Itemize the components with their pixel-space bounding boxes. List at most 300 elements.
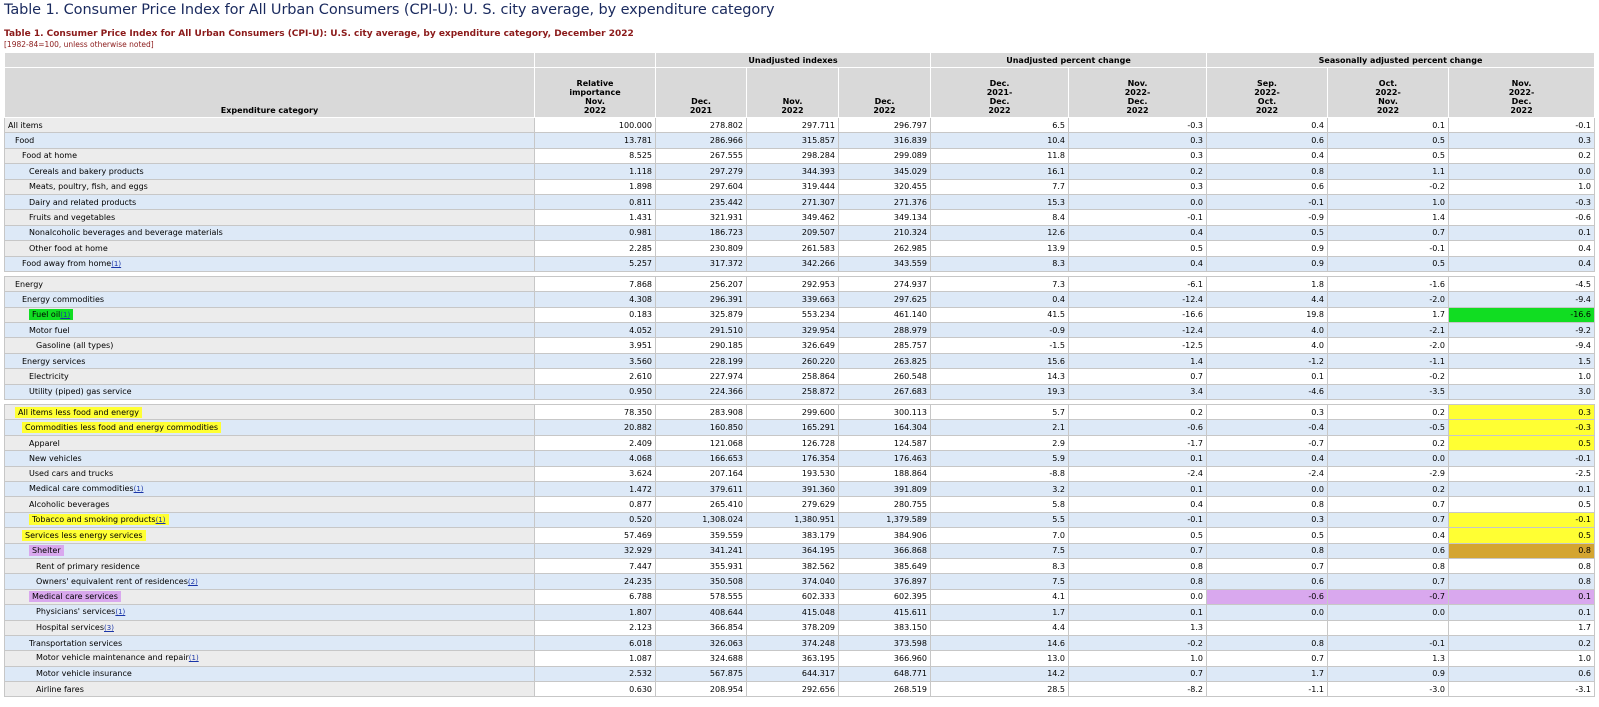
value-cell: 0.5 bbox=[1449, 435, 1595, 450]
value-cell: -1.1 bbox=[1328, 353, 1449, 368]
category-cell bbox=[5, 574, 535, 589]
value-cell: 297.604 bbox=[656, 179, 747, 194]
category-name: Owners' equivalent rent of residences bbox=[36, 576, 188, 586]
value-cell: 15.3 bbox=[931, 194, 1069, 209]
header-sa-sep-oct-line: Sep. bbox=[1257, 79, 1277, 88]
value-cell: 0.8 bbox=[1207, 497, 1328, 512]
value-cell: 0.4 bbox=[931, 292, 1069, 307]
value-cell: 271.307 bbox=[747, 194, 839, 209]
value-cell: 265.410 bbox=[656, 497, 747, 512]
table-row bbox=[5, 118, 1595, 133]
value-cell: 176.354 bbox=[747, 451, 839, 466]
value-cell: 341.241 bbox=[656, 543, 747, 558]
value-cell: 1.5 bbox=[1449, 353, 1595, 368]
value-cell: 11.8 bbox=[931, 148, 1069, 163]
value-cell: 4.0 bbox=[1207, 323, 1328, 338]
value-cell: -0.1 bbox=[1069, 512, 1207, 527]
value-cell: 7.5 bbox=[931, 574, 1069, 589]
value-cell: 20.882 bbox=[535, 420, 656, 435]
value-cell: 0.8 bbox=[1207, 635, 1328, 650]
footnote-link[interactable]: (1) bbox=[155, 515, 166, 524]
value-cell: 320.455 bbox=[839, 179, 931, 194]
value-cell: -0.7 bbox=[1328, 589, 1449, 604]
value-cell: 3.4 bbox=[1069, 384, 1207, 399]
value-cell: 0.7 bbox=[1207, 651, 1328, 666]
value-cell: -6.1 bbox=[1069, 276, 1207, 291]
category-cell bbox=[5, 512, 535, 527]
value-cell: 1.7 bbox=[1449, 620, 1595, 635]
table-row bbox=[5, 528, 1595, 543]
category-name: Services less energy services bbox=[22, 530, 146, 541]
category-cell bbox=[5, 210, 535, 225]
value-cell: 291.510 bbox=[656, 323, 747, 338]
value-cell: 0.4 bbox=[1328, 528, 1449, 543]
value-cell: 2.123 bbox=[535, 620, 656, 635]
category-name: All items less food and energy bbox=[15, 407, 142, 418]
header-sa-nov-dec-line: Nov. bbox=[1511, 79, 1532, 88]
value-cell: -12.5 bbox=[1069, 338, 1207, 353]
value-cell: 4.4 bbox=[931, 620, 1069, 635]
table-row bbox=[5, 589, 1595, 604]
value-cell: -1.7 bbox=[1069, 435, 1207, 450]
header-sa-sep-oct-line: Oct. bbox=[1257, 97, 1277, 106]
value-cell: 0.2 bbox=[1328, 405, 1449, 420]
header-sa-nov-dec-line: 2022 bbox=[1510, 106, 1533, 115]
table-caption: Table 1. Consumer Price Index for All Urban Consumers (CPI-U): U.S. city average, by expenditure category, December 2022 bbox=[4, 29, 634, 39]
value-cell: 0.3 bbox=[1449, 405, 1595, 420]
value-cell: 268.519 bbox=[839, 682, 931, 697]
value-cell: 19.8 bbox=[1207, 307, 1328, 322]
value-cell: 0.5 bbox=[1207, 528, 1328, 543]
value-cell: 160.850 bbox=[656, 420, 747, 435]
value-cell: 382.562 bbox=[747, 558, 839, 573]
value-cell: 4.4 bbox=[1207, 292, 1328, 307]
value-cell: 0.4 bbox=[1069, 497, 1207, 512]
value-cell: -0.9 bbox=[1207, 210, 1328, 225]
value-cell: 0.2 bbox=[1449, 148, 1595, 163]
header-pct-nov22-dec22 bbox=[1069, 68, 1207, 118]
category-name: Commodities less food and energy commodities bbox=[22, 422, 221, 433]
value-cell: 0.9 bbox=[1207, 256, 1328, 271]
value-cell: 378.209 bbox=[747, 620, 839, 635]
footnote-link[interactable]: (3) bbox=[104, 623, 114, 632]
value-cell: 124.587 bbox=[839, 435, 931, 450]
value-cell: 0.3 bbox=[1069, 148, 1207, 163]
value-cell: 279.629 bbox=[747, 497, 839, 512]
value-cell: 256.207 bbox=[656, 276, 747, 291]
value-cell: 2.285 bbox=[535, 241, 656, 256]
value-cell: 0.1 bbox=[1069, 451, 1207, 466]
value-cell: 227.974 bbox=[656, 369, 747, 384]
value-cell: 0.8 bbox=[1069, 574, 1207, 589]
category-cell bbox=[5, 225, 535, 240]
category-cell bbox=[5, 148, 535, 163]
value-cell: 19.3 bbox=[931, 384, 1069, 399]
header-pct-nov22-dec22-line: Dec. bbox=[1127, 97, 1148, 106]
table-row bbox=[5, 384, 1595, 399]
category-name: All items bbox=[8, 120, 43, 130]
value-cell: -0.5 bbox=[1328, 420, 1449, 435]
table-row bbox=[5, 466, 1595, 481]
category-name: Gasoline (all types) bbox=[36, 341, 114, 351]
table-row bbox=[5, 194, 1595, 209]
value-cell: 8.525 bbox=[535, 148, 656, 163]
value-cell: 8.4 bbox=[931, 210, 1069, 225]
value-cell: 41.5 bbox=[931, 307, 1069, 322]
value-cell: 261.583 bbox=[747, 241, 839, 256]
table-row bbox=[5, 276, 1595, 291]
value-cell: 0.950 bbox=[535, 384, 656, 399]
category-cell bbox=[5, 179, 535, 194]
value-cell: 186.723 bbox=[656, 225, 747, 240]
value-cell: 0.811 bbox=[535, 194, 656, 209]
value-cell: 260.220 bbox=[747, 353, 839, 368]
value-cell: 15.6 bbox=[931, 353, 1069, 368]
value-cell: 0.7 bbox=[1069, 543, 1207, 558]
category-cell bbox=[5, 466, 535, 481]
value-cell: 292.953 bbox=[747, 276, 839, 291]
value-cell: 228.199 bbox=[656, 353, 747, 368]
value-cell: 0.7 bbox=[1207, 558, 1328, 573]
header-index-dec-2022-line: Dec. bbox=[874, 97, 895, 106]
value-cell: -1.5 bbox=[931, 338, 1069, 353]
value-cell: 1.0 bbox=[1328, 194, 1449, 209]
value-cell: 0.0 bbox=[1069, 194, 1207, 209]
value-cell: -0.3 bbox=[1449, 420, 1595, 435]
value-cell: 0.2 bbox=[1328, 481, 1449, 496]
value-cell: 230.809 bbox=[656, 241, 747, 256]
header-pct-dec21-dec22-line: Dec. bbox=[989, 79, 1010, 88]
value-cell: 210.324 bbox=[839, 225, 931, 240]
value-cell: 578.555 bbox=[656, 589, 747, 604]
value-cell: 32.929 bbox=[535, 543, 656, 558]
value-cell: 1.807 bbox=[535, 605, 656, 620]
header-index-nov-2022-line: 2022 bbox=[781, 106, 804, 115]
category-cell bbox=[5, 292, 535, 307]
category-cell bbox=[5, 133, 535, 148]
value-cell: 0.5 bbox=[1207, 225, 1328, 240]
value-cell: 376.897 bbox=[839, 574, 931, 589]
category-cell bbox=[5, 420, 535, 435]
category-cell bbox=[5, 528, 535, 543]
value-cell: 339.663 bbox=[747, 292, 839, 307]
value-cell: 283.908 bbox=[656, 405, 747, 420]
value-cell: 12.6 bbox=[931, 225, 1069, 240]
table-row bbox=[5, 543, 1595, 558]
footnote-link[interactable]: (2) bbox=[187, 577, 198, 586]
footnote-link[interactable]: (1) bbox=[133, 485, 144, 494]
value-cell: 0.1 bbox=[1449, 605, 1595, 620]
value-cell: 278.802 bbox=[656, 118, 747, 133]
value-cell: -3.0 bbox=[1328, 682, 1449, 697]
header-relative-importance bbox=[535, 68, 656, 118]
category-name: Rent of primary residence bbox=[36, 561, 140, 571]
value-cell: 260.548 bbox=[839, 369, 931, 384]
table-row bbox=[5, 179, 1595, 194]
header-pct-nov22-dec22-line: 2022 bbox=[1126, 106, 1149, 115]
category-cell bbox=[5, 481, 535, 496]
category-name: Hospital services bbox=[36, 622, 105, 632]
category-cell bbox=[5, 666, 535, 681]
table-row bbox=[5, 512, 1595, 527]
value-cell: 280.755 bbox=[839, 497, 931, 512]
page-title: Table 1. Consumer Price Index for All Urban Consumers (CPI-U): U. S. city average, by expenditure category bbox=[4, 2, 775, 18]
value-cell: 0.520 bbox=[535, 512, 656, 527]
value-cell: 8.3 bbox=[931, 558, 1069, 573]
footnote-link[interactable]: (1) bbox=[115, 608, 126, 617]
value-cell: 317.372 bbox=[656, 256, 747, 271]
value-cell: 0.7 bbox=[1069, 666, 1207, 681]
value-cell: 415.048 bbox=[747, 605, 839, 620]
value-cell: 0.8 bbox=[1449, 543, 1595, 558]
category-cell bbox=[5, 323, 535, 338]
header-sa-oct-nov-line: Nov. bbox=[1378, 97, 1398, 106]
value-cell: 0.8 bbox=[1207, 543, 1328, 558]
value-cell: 0.6 bbox=[1207, 574, 1328, 589]
table-row bbox=[5, 682, 1595, 697]
value-cell: -0.3 bbox=[1069, 118, 1207, 133]
value-cell: 0.7 bbox=[1069, 369, 1207, 384]
category-name: Used cars and trucks bbox=[29, 469, 114, 479]
value-cell: 13.0 bbox=[931, 651, 1069, 666]
value-cell: -1.2 bbox=[1207, 353, 1328, 368]
value-cell: 391.809 bbox=[839, 481, 931, 496]
value-cell: 0.8 bbox=[1207, 164, 1328, 179]
value-cell: 1.0 bbox=[1449, 651, 1595, 666]
value-cell: 1.4 bbox=[1069, 353, 1207, 368]
value-cell: 0.183 bbox=[535, 307, 656, 322]
value-cell: 267.555 bbox=[656, 148, 747, 163]
category-name: Fruits and vegetables bbox=[29, 213, 116, 223]
table-row bbox=[5, 338, 1595, 353]
value-cell: 0.4 bbox=[1207, 148, 1328, 163]
value-cell: 271.376 bbox=[839, 194, 931, 209]
value-cell: 3.624 bbox=[535, 466, 656, 481]
table-row bbox=[5, 558, 1595, 573]
value-cell: 0.7 bbox=[1328, 574, 1449, 589]
value-cell: 0.6 bbox=[1207, 179, 1328, 194]
value-cell: 4.1 bbox=[931, 589, 1069, 604]
value-cell: 286.966 bbox=[656, 133, 747, 148]
table-row bbox=[5, 164, 1595, 179]
value-cell: 384.906 bbox=[839, 528, 931, 543]
header-sa-oct-nov bbox=[1328, 68, 1449, 118]
category-name: Physicians' services bbox=[36, 607, 116, 617]
value-cell: 1.4 bbox=[1328, 210, 1449, 225]
value-cell: 7.7 bbox=[931, 179, 1069, 194]
value-cell: 0.6 bbox=[1449, 666, 1595, 681]
value-cell: 14.2 bbox=[931, 666, 1069, 681]
value-cell: 78.350 bbox=[535, 405, 656, 420]
category-name: Energy services bbox=[22, 356, 86, 366]
value-cell: 602.395 bbox=[839, 589, 931, 604]
value-cell: 0.3 bbox=[1207, 512, 1328, 527]
value-cell: 4.0 bbox=[1207, 338, 1328, 353]
value-cell: 364.195 bbox=[747, 543, 839, 558]
footnote-link[interactable]: (1) bbox=[111, 259, 122, 268]
header-sa-nov-dec bbox=[1449, 68, 1595, 118]
value-cell: 296.391 bbox=[656, 292, 747, 307]
table-note: [1982-84=100, unless otherwise noted] bbox=[4, 40, 154, 49]
table-row bbox=[5, 323, 1595, 338]
value-cell: 14.3 bbox=[931, 369, 1069, 384]
value-cell: -0.4 bbox=[1207, 420, 1328, 435]
value-cell: 1,308.024 bbox=[656, 512, 747, 527]
value-cell: 6.018 bbox=[535, 635, 656, 650]
table-row bbox=[5, 651, 1595, 666]
value-cell: 0.877 bbox=[535, 497, 656, 512]
value-cell: 285.757 bbox=[839, 338, 931, 353]
table-row bbox=[5, 666, 1595, 681]
header-index-dec-2021-line: 2021 bbox=[689, 106, 713, 115]
value-cell: 1.3 bbox=[1069, 620, 1207, 635]
header-group-seasonally-adjusted: Seasonally adjusted percent change bbox=[1207, 53, 1595, 68]
value-cell: 319.444 bbox=[747, 179, 839, 194]
value-cell: 0.6 bbox=[1328, 543, 1449, 558]
table-row bbox=[5, 405, 1595, 420]
value-cell: 165.291 bbox=[747, 420, 839, 435]
header-relative-importance-line: Nov. bbox=[585, 97, 605, 106]
value-cell: 4.052 bbox=[535, 323, 656, 338]
value-cell: -2.4 bbox=[1069, 466, 1207, 481]
value-cell: 28.5 bbox=[931, 682, 1069, 697]
category-cell bbox=[5, 497, 535, 512]
value-cell: 57.469 bbox=[535, 528, 656, 543]
value-cell: 366.960 bbox=[839, 651, 931, 666]
value-cell: 207.164 bbox=[656, 466, 747, 481]
value-cell: -0.1 bbox=[1449, 451, 1595, 466]
value-cell: 0.0 bbox=[1449, 164, 1595, 179]
value-cell: 0.4 bbox=[1449, 241, 1595, 256]
value-cell: 374.040 bbox=[747, 574, 839, 589]
value-cell: 0.3 bbox=[1207, 405, 1328, 420]
header-relative-importance-line: Relative bbox=[576, 79, 614, 88]
value-cell: -2.5 bbox=[1449, 466, 1595, 481]
value-cell: 1.7 bbox=[931, 605, 1069, 620]
value-cell: 1.1 bbox=[1328, 164, 1449, 179]
value-cell: 3.951 bbox=[535, 338, 656, 353]
value-cell: 4.308 bbox=[535, 292, 656, 307]
value-cell: 299.089 bbox=[839, 148, 931, 163]
category-name: Medical care services bbox=[29, 591, 121, 602]
value-cell: 13.9 bbox=[931, 241, 1069, 256]
value-cell: 355.931 bbox=[656, 558, 747, 573]
value-cell: 1.8 bbox=[1207, 276, 1328, 291]
value-cell: 0.1 bbox=[1449, 225, 1595, 240]
value-cell: 16.1 bbox=[931, 164, 1069, 179]
value-cell: 1.898 bbox=[535, 179, 656, 194]
value-cell: 316.839 bbox=[839, 133, 931, 148]
category-name: Fuel oil bbox=[32, 309, 61, 319]
table-row bbox=[5, 435, 1595, 450]
value-cell: 324.688 bbox=[656, 651, 747, 666]
value-cell: 408.644 bbox=[656, 605, 747, 620]
value-cell: 0.630 bbox=[535, 682, 656, 697]
value-cell: 258.872 bbox=[747, 384, 839, 399]
header-index-dec-2022 bbox=[839, 68, 931, 118]
value-cell: -0.6 bbox=[1069, 420, 1207, 435]
value-cell: -4.5 bbox=[1449, 276, 1595, 291]
value-cell: -0.2 bbox=[1328, 369, 1449, 384]
value-cell: -0.1 bbox=[1069, 210, 1207, 225]
value-cell: -9.2 bbox=[1449, 323, 1595, 338]
value-cell: 267.683 bbox=[839, 384, 931, 399]
value-cell: 0.2 bbox=[1449, 635, 1595, 650]
value-cell: 374.248 bbox=[747, 635, 839, 650]
value-cell: 5.9 bbox=[931, 451, 1069, 466]
value-cell: 235.442 bbox=[656, 194, 747, 209]
footnote-link[interactable]: (1) bbox=[60, 310, 71, 319]
category-cell bbox=[5, 307, 535, 322]
table-row bbox=[5, 605, 1595, 620]
value-cell: 1.3 bbox=[1328, 651, 1449, 666]
category-cell bbox=[5, 384, 535, 399]
header-sa-oct-nov-line: 2022 bbox=[1376, 106, 1400, 115]
header-group-unadjusted-percent: Unadjusted percent change bbox=[931, 53, 1207, 68]
category-cell bbox=[5, 369, 535, 384]
value-cell: -0.3 bbox=[1449, 194, 1595, 209]
category-name: Motor vehicle insurance bbox=[36, 669, 132, 679]
value-cell: 366.868 bbox=[839, 543, 931, 558]
value-cell: 0.4 bbox=[1207, 451, 1328, 466]
value-cell: -12.4 bbox=[1069, 292, 1207, 307]
value-cell: 1.0 bbox=[1449, 369, 1595, 384]
value-cell: 297.625 bbox=[839, 292, 931, 307]
header-pct-dec21-dec22-line: 2021- bbox=[986, 88, 1013, 97]
category-cell bbox=[5, 194, 535, 209]
value-cell: 0.2 bbox=[1069, 405, 1207, 420]
category-name: New vehicles bbox=[29, 453, 82, 463]
value-cell: 315.857 bbox=[747, 133, 839, 148]
category-name: Medical care commodities bbox=[29, 484, 134, 494]
value-cell: -0.2 bbox=[1328, 179, 1449, 194]
header-index-dec-2021-line: Dec. bbox=[691, 97, 711, 106]
header-index-dec-2022-line: 2022 bbox=[873, 106, 896, 115]
value-cell: 349.462 bbox=[747, 210, 839, 225]
value-cell: 1.472 bbox=[535, 481, 656, 496]
category-cell bbox=[5, 338, 535, 353]
category-name: Food away from home bbox=[22, 258, 112, 268]
value-cell: 258.864 bbox=[747, 369, 839, 384]
value-cell: 1.087 bbox=[535, 651, 656, 666]
category-name: Energy commodities bbox=[22, 294, 105, 304]
value-cell: 0.1 bbox=[1449, 589, 1595, 604]
category-cell bbox=[5, 451, 535, 466]
header-pct-dec21-dec22-line: 2022 bbox=[988, 106, 1011, 115]
category-name: Alcoholic beverages bbox=[29, 500, 110, 510]
value-cell: 298.284 bbox=[747, 148, 839, 163]
value-cell: 321.931 bbox=[656, 210, 747, 225]
category-cell bbox=[5, 118, 535, 133]
value-cell: 297.279 bbox=[656, 164, 747, 179]
value-cell: 0.0 bbox=[1069, 589, 1207, 604]
value-cell: 0.6 bbox=[1207, 133, 1328, 148]
footnote-link[interactable]: (1) bbox=[188, 654, 199, 663]
value-cell: 553.234 bbox=[747, 307, 839, 322]
table-row bbox=[5, 369, 1595, 384]
value-cell: 0.1 bbox=[1449, 481, 1595, 496]
value-cell: 0.2 bbox=[1069, 164, 1207, 179]
category-cell bbox=[5, 651, 535, 666]
value-cell: 326.063 bbox=[656, 635, 747, 650]
category-cell bbox=[5, 589, 535, 604]
value-cell: -0.1 bbox=[1328, 635, 1449, 650]
value-cell: 0.4 bbox=[1207, 118, 1328, 133]
value-cell: 0.7 bbox=[1328, 512, 1449, 527]
value-cell: 602.333 bbox=[747, 589, 839, 604]
value-cell: 10.4 bbox=[931, 133, 1069, 148]
value-cell: 297.711 bbox=[747, 118, 839, 133]
